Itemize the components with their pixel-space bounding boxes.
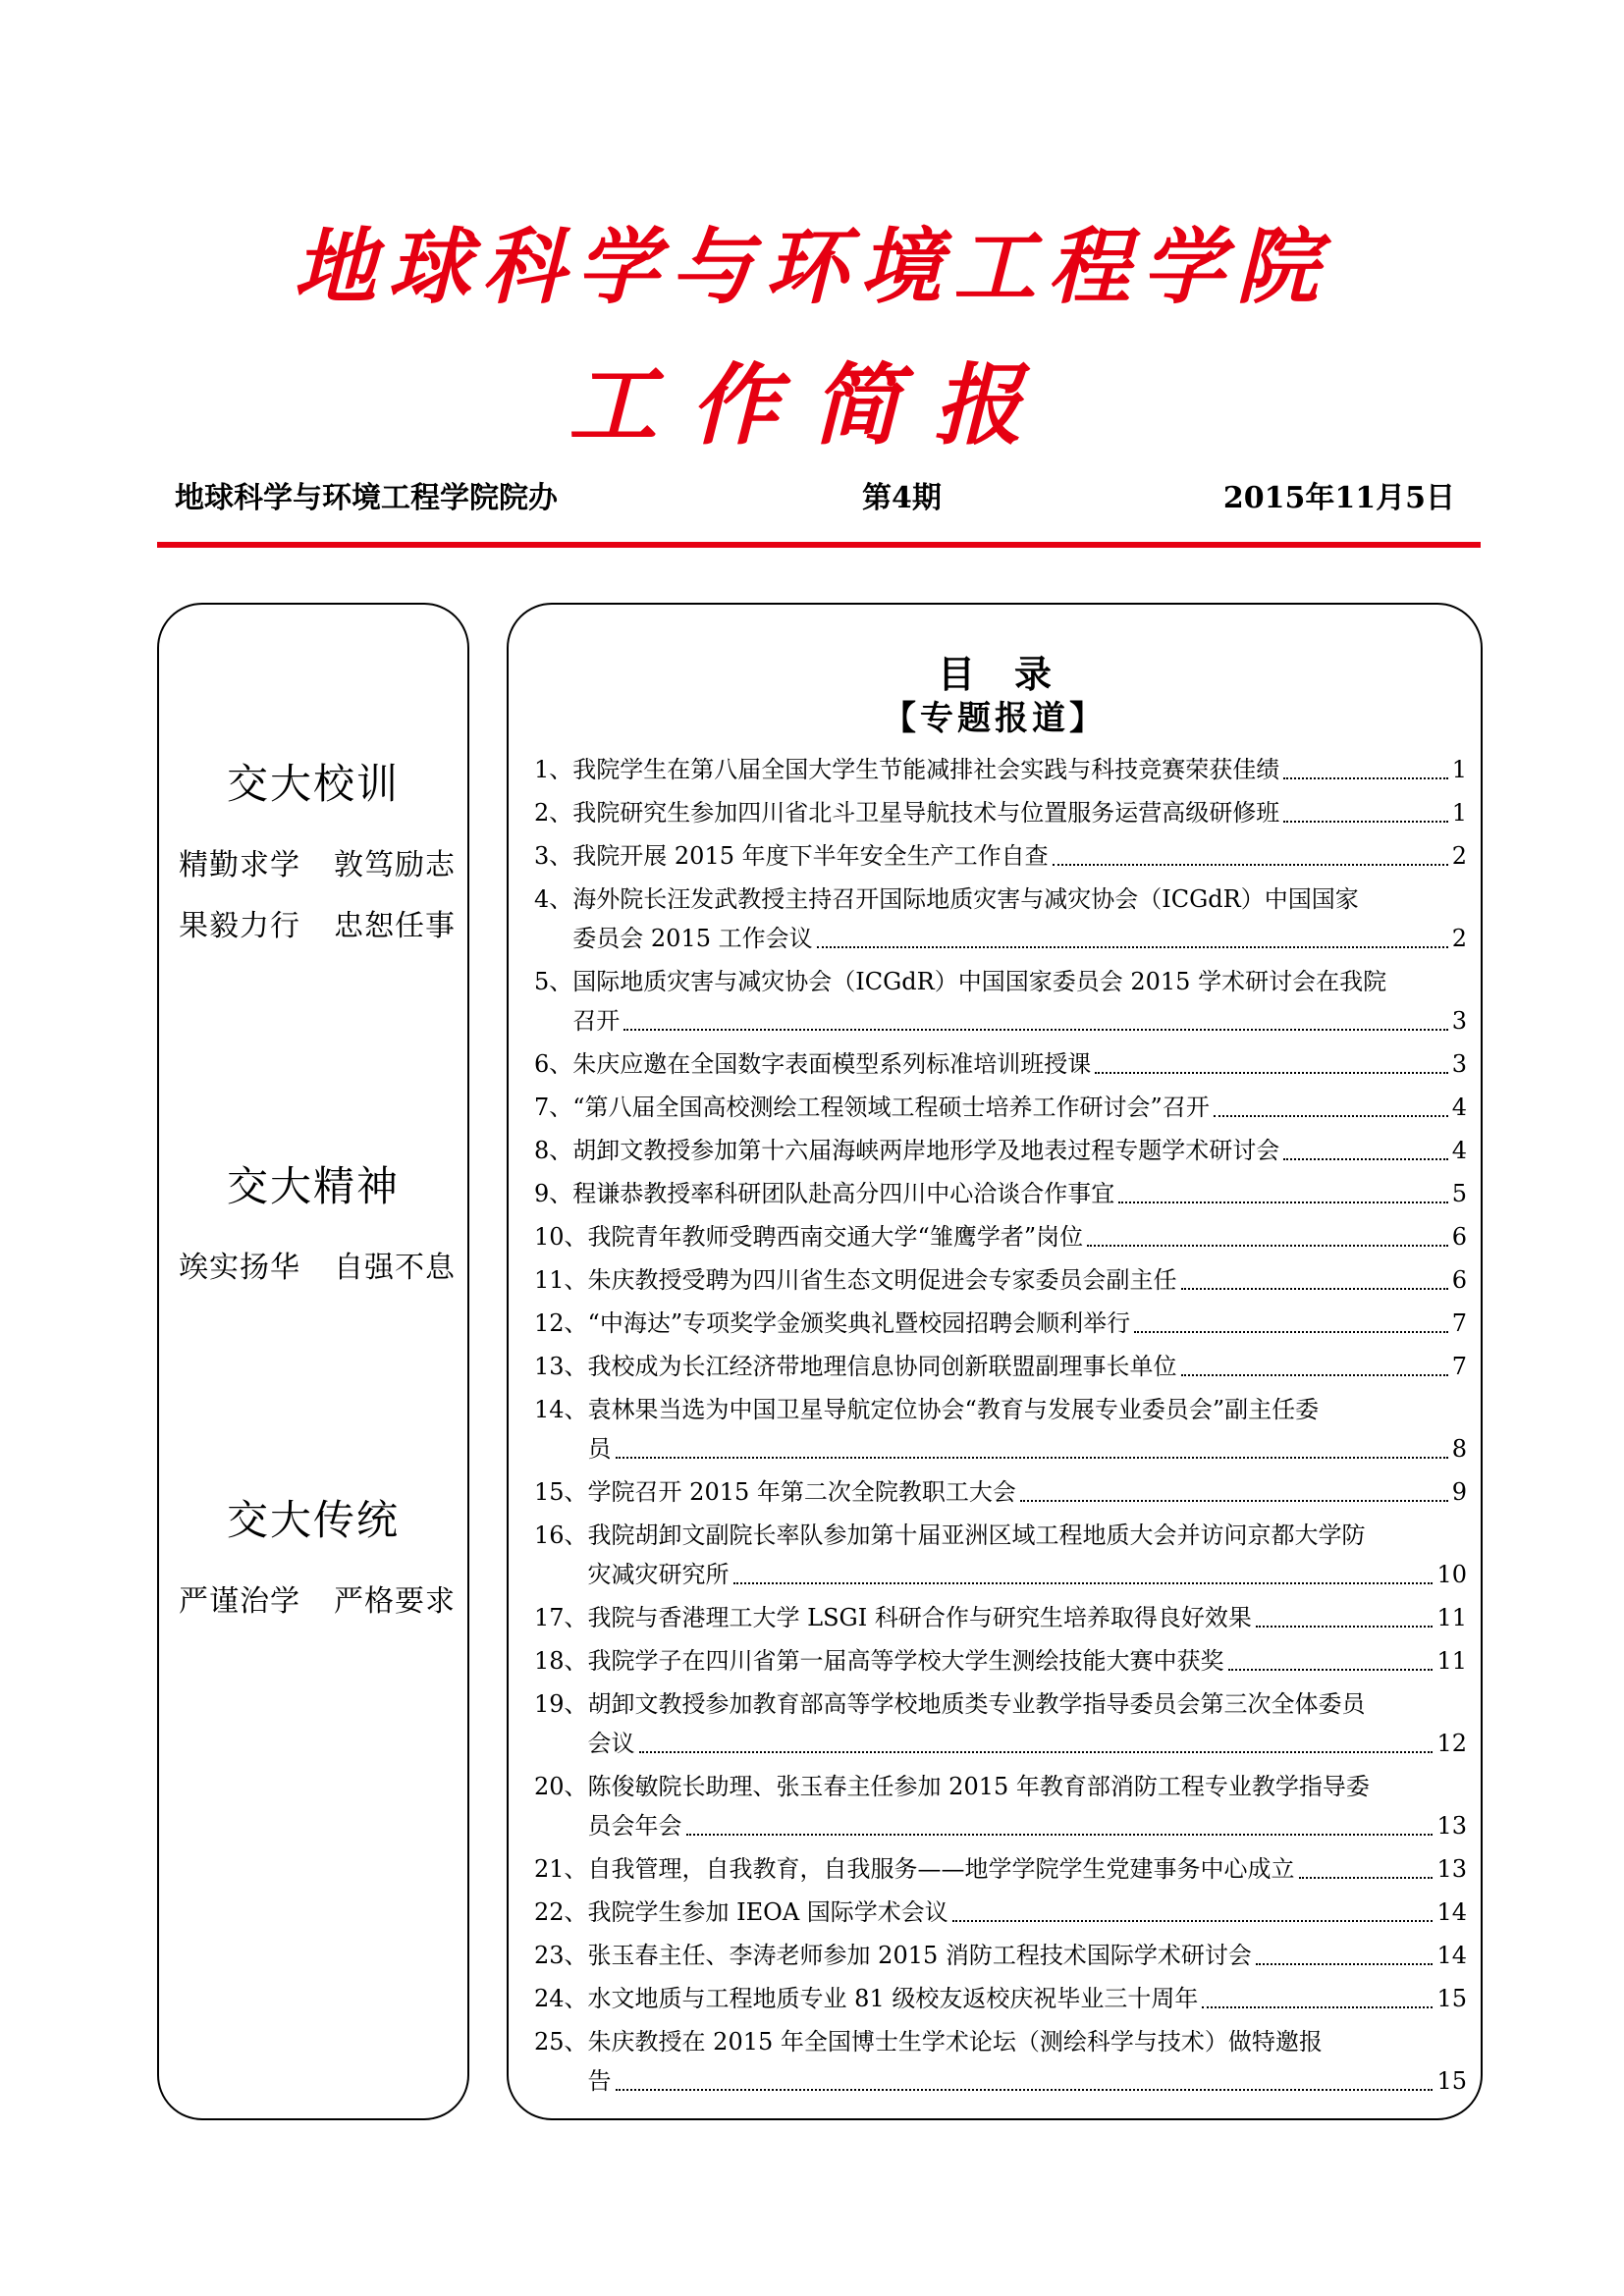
toc-entry-number: 9、 xyxy=(534,1180,573,1207)
toc-leader-dots xyxy=(817,945,1448,948)
toc-page-number: 9 xyxy=(1451,1478,1467,1506)
motto-heading: 交大传统 xyxy=(226,1496,400,1544)
toc-page-number: 3 xyxy=(1451,1007,1467,1035)
toc-entry-number: 19、 xyxy=(534,1690,588,1718)
motto-sidebar xyxy=(157,603,469,2120)
motto-line xyxy=(159,1576,467,1620)
toc-page-number: 2 xyxy=(1451,842,1467,870)
toc-leader-dots xyxy=(616,2088,1434,2091)
toc-entry-title: 胡卸文教授参加教育部高等学校地质类专业教学指导委员会第三次全体委员 xyxy=(587,1690,1366,1718)
motto-group xyxy=(159,752,467,962)
toc-page-number: 13 xyxy=(1436,1812,1467,1840)
toc-entry-number: 22、 xyxy=(534,1898,588,1926)
toc-page-number: 12 xyxy=(1436,1730,1467,1757)
toc-entry[interactable] xyxy=(534,1516,1467,1594)
toc-page-number: 7 xyxy=(1451,1309,1467,1337)
toc-leader-dots xyxy=(1202,2005,1433,2008)
toc-page-number: 5 xyxy=(1451,1180,1467,1207)
toc-entry-title: 我院学生参加 IEOA 国际学术会议 xyxy=(587,1898,948,1926)
toc-entry-title: “第八届全国高校测绘工程领域工程硕士培养工作研讨会”召开 xyxy=(572,1094,1210,1121)
toc-entry-title: 朱庆应邀在全国数字表面模型系列标准培训班授课 xyxy=(572,1050,1092,1078)
toc-entry-number: 3、 xyxy=(534,842,573,870)
toc-list xyxy=(534,750,1467,2105)
toc-leader-dots xyxy=(639,1750,1434,1753)
toc-entry-number: 1、 xyxy=(534,756,573,783)
toc-entry-number: 17、 xyxy=(534,1604,588,1631)
motto-group xyxy=(159,1154,467,1304)
toc-entry-number: 24、 xyxy=(534,1985,588,2012)
toc-entry[interactable] xyxy=(534,1979,1467,2018)
issue-date: 2015年11月5日 xyxy=(1222,481,1455,515)
toc-entry-title: 朱庆教授在 2015 年全国博士生学术论坛（测绘科学与技术）做特邀报 xyxy=(587,2028,1323,2056)
toc-entry-title: 我院与香港理工大学 LSGI 科研合作与研究生培养取得良好效果 xyxy=(587,1604,1252,1631)
toc-entry[interactable] xyxy=(534,1304,1467,1343)
toc-entry-title: 委员会 2015 工作会议 xyxy=(572,925,813,952)
toc-entry-number: 12、 xyxy=(534,1309,588,1337)
toc-entry-title: 我院学子在四川省第一届高等学校大学生测绘技能大赛中获奖 xyxy=(587,1647,1224,1675)
motto-line xyxy=(159,840,467,883)
toc-page-number: 1 xyxy=(1451,799,1467,827)
toc-leader-dots xyxy=(1053,863,1448,866)
toc-entry-number: 23、 xyxy=(534,1942,588,1969)
issue-number: 第4期 xyxy=(862,481,942,515)
toc-entry-title: 学院召开 2015 年第二次全院教职工大会 xyxy=(587,1478,1016,1506)
toc-leader-dots xyxy=(1095,1071,1447,1074)
toc-leader-dots xyxy=(1283,1157,1447,1160)
toc-page-number: 3 xyxy=(1451,1050,1467,1078)
toc-entry[interactable] xyxy=(534,1260,1467,1300)
toc-entry-title: 会议 xyxy=(587,1730,635,1757)
toc-leader-dots xyxy=(1228,1668,1434,1671)
toc-entry-number: 20、 xyxy=(534,1773,588,1800)
toc-entry-title: 召开 xyxy=(572,1007,621,1035)
toc-entry-number: 15、 xyxy=(534,1478,588,1506)
motto-phrase: 严格要求 xyxy=(334,1584,456,1619)
toc-entry[interactable] xyxy=(534,1684,1467,1763)
toc-page-number: 10 xyxy=(1436,1561,1467,1588)
toc-leader-dots xyxy=(1181,1373,1448,1376)
toc-page-number: 14 xyxy=(1436,1942,1467,1969)
toc-leader-dots xyxy=(952,1919,1434,1922)
toc-entry-number: 2、 xyxy=(534,799,573,827)
toc-leader-dots xyxy=(686,1833,1434,1836)
toc-entry-title: 我院研究生参加四川省北斗卫星导航技术与位置服务运营高级研修班 xyxy=(572,799,1280,827)
toc-entry-title: 国际地质灾害与减灾协会（ICGdR）中国国家委员会 2015 学术研讨会在我院 xyxy=(572,968,1387,995)
toc-entry-title: 告 xyxy=(587,2067,612,2095)
toc-leader-dots xyxy=(616,1456,1448,1459)
motto-line xyxy=(159,901,467,944)
toc-entry-title: 张玉春主任、李涛老师参加 2015 消防工程技术国际学术研讨会 xyxy=(587,1942,1252,1969)
toc-leader-dots xyxy=(733,1581,1434,1584)
toc-leader-dots xyxy=(1181,1287,1448,1290)
toc-leader-dots xyxy=(1020,1499,1448,1502)
toc-leader-dots xyxy=(1256,1962,1434,1965)
toc-page-number: 15 xyxy=(1436,1985,1467,2012)
toc-section-heading: 【专题报道】 xyxy=(883,699,1107,738)
toc-entry-title: 灾减灾研究所 xyxy=(587,1561,730,1588)
toc-leader-dots xyxy=(1134,1330,1448,1333)
toc-page-number: 1 xyxy=(1451,756,1467,783)
motto-phrase: 竢实扬华 xyxy=(179,1251,300,1285)
toc-entry-number: 21、 xyxy=(534,1855,588,1883)
toc-page-number: 6 xyxy=(1451,1266,1467,1294)
motto-phrase: 严谨治学 xyxy=(179,1584,300,1619)
toc-title: 目录 xyxy=(937,652,1091,696)
toc-entry[interactable] xyxy=(534,1472,1467,1512)
motto-line xyxy=(159,1243,467,1286)
toc-entry-number: 18、 xyxy=(534,1647,588,1675)
toc-entry[interactable] xyxy=(534,1347,1467,1386)
toc-page-number: 15 xyxy=(1436,2067,1467,2095)
toc-page-number: 14 xyxy=(1436,1898,1467,1926)
toc-entry-title: 水文地质与工程地质专业 81 级校友返校庆祝毕业三十周年 xyxy=(587,1985,1199,2012)
toc-entry-title: 员会年会 xyxy=(587,1812,682,1840)
toc-entry-title: 朱庆教授受聘为四川省生态文明促进会专家委员会副主任 xyxy=(587,1266,1177,1294)
toc-page-number: 4 xyxy=(1451,1137,1467,1164)
toc-entry[interactable] xyxy=(534,1174,1467,1213)
toc-entry[interactable] xyxy=(534,880,1467,958)
toc-leader-dots xyxy=(1256,1625,1434,1628)
toc-page-number: 11 xyxy=(1436,1604,1467,1631)
toc-entry[interactable] xyxy=(534,1088,1467,1127)
toc-entry-number: 13、 xyxy=(534,1353,588,1380)
toc-leader-dots xyxy=(1283,776,1447,779)
motto-phrase: 敦笃励志 xyxy=(334,848,456,882)
motto-phrase: 自强不息 xyxy=(334,1251,456,1285)
toc-entry-title: 海外院长汪发武教授主持召开国际地质灾害与减灾协会（ICGdR）中国国家 xyxy=(572,885,1359,913)
toc-page-number: 4 xyxy=(1451,1094,1467,1121)
toc-page-number: 13 xyxy=(1436,1855,1467,1883)
header-divider xyxy=(157,542,1481,548)
toc-entry-title: 我校成为长江经济带地理信息协同创新联盟副理事长单位 xyxy=(587,1353,1177,1380)
toc-entry[interactable] xyxy=(534,1044,1467,1084)
toc-leader-dots xyxy=(1214,1114,1448,1117)
toc-leader-dots xyxy=(1299,1876,1434,1879)
toc-entry-title: 程谦恭教授率科研团队赴高分四川中心洽谈合作事宜 xyxy=(572,1180,1115,1207)
toc-leader-dots xyxy=(1118,1201,1447,1203)
toc-entry-title: 袁林果当选为中国卫星导航定位协会“教育与发展专业委员会”副主任委 xyxy=(587,1396,1320,1423)
issuer-label: 地球科学与环境工程学院院办 xyxy=(175,481,558,515)
toc-page-number: 6 xyxy=(1451,1223,1467,1251)
toc-entry-title: 我院青年教师受聘西南交通大学“雏鹰学者”岗位 xyxy=(587,1223,1084,1251)
toc-entry-title: 胡卸文教授参加第十六届海峡两岸地形学及地表过程专题学术研讨会 xyxy=(572,1137,1280,1164)
toc-leader-dots xyxy=(623,1028,1447,1031)
motto-heading: 交大精神 xyxy=(226,1162,400,1210)
motto-phrase: 果毅力行 xyxy=(179,909,300,943)
toc-entry-number: 25、 xyxy=(534,2028,588,2056)
toc-entry-number: 5、 xyxy=(534,968,573,995)
toc-entry[interactable] xyxy=(534,1767,1467,1845)
table-of-contents xyxy=(507,603,1483,2120)
toc-entry-number: 14、 xyxy=(534,1396,588,1423)
motto-heading: 交大校训 xyxy=(226,760,400,808)
toc-entry-title: 我院胡卸文副院长率队参加第十届亚洲区域工程地质大会并访问京都大学防 xyxy=(587,1522,1366,1549)
toc-entry[interactable] xyxy=(534,1217,1467,1256)
toc-entry-number: 16、 xyxy=(534,1522,588,1549)
toc-entry[interactable] xyxy=(534,2022,1467,2101)
toc-entry-number: 6、 xyxy=(534,1050,573,1078)
motto-phrase: 忠恕任事 xyxy=(334,909,456,943)
toc-entry-number: 4、 xyxy=(534,885,573,913)
toc-entry-number: 11、 xyxy=(534,1266,588,1294)
bulletin-title-line2: 工作简报 xyxy=(568,353,1056,457)
toc-entry[interactable] xyxy=(534,1936,1467,1975)
motto-group xyxy=(159,1488,467,1637)
toc-leader-dots xyxy=(1283,820,1447,823)
toc-entry-title: 陈俊敏院长助理、张玉春主任参加 2015 年教育部消防工程专业教学指导委 xyxy=(587,1773,1370,1800)
motto-phrase: 精勤求学 xyxy=(179,848,300,882)
toc-entry-title: “中海达”专项奖学金颁奖典礼暨校园招聘会顺利举行 xyxy=(587,1309,1131,1337)
toc-page-number: 8 xyxy=(1451,1435,1467,1463)
toc-entry[interactable] xyxy=(534,1131,1467,1170)
toc-entry-number: 7、 xyxy=(534,1094,573,1121)
toc-entry[interactable] xyxy=(534,1893,1467,1932)
toc-entry[interactable] xyxy=(534,962,1467,1041)
toc-entry-number: 10、 xyxy=(534,1223,588,1251)
toc-entry-title: 自我管理，自我教育，自我服务——地学学院学生党建事务中心成立 xyxy=(587,1855,1295,1883)
toc-entry-title: 我院开展 2015 年度下半年安全生产工作自查 xyxy=(572,842,1049,870)
toc-leader-dots xyxy=(1087,1244,1448,1247)
toc-entry[interactable] xyxy=(534,1641,1467,1681)
toc-entry[interactable] xyxy=(534,1849,1467,1889)
toc-page-number: 7 xyxy=(1451,1353,1467,1380)
toc-entry[interactable] xyxy=(534,750,1467,789)
bulletin-title-line1: 地球科学与环境工程学院 xyxy=(293,218,1330,315)
toc-entry[interactable] xyxy=(534,793,1467,832)
toc-entry[interactable] xyxy=(534,836,1467,876)
toc-entry-title: 我院学生在第八届全国大学生节能减排社会实践与科技竞赛荣获佳绩 xyxy=(572,756,1280,783)
toc-entry-title: 员 xyxy=(587,1435,612,1463)
toc-page-number: 2 xyxy=(1451,925,1467,952)
toc-page-number: 11 xyxy=(1436,1647,1467,1675)
toc-entry-number: 8、 xyxy=(534,1137,573,1164)
toc-entry[interactable] xyxy=(534,1598,1467,1637)
toc-entry[interactable] xyxy=(534,1390,1467,1468)
